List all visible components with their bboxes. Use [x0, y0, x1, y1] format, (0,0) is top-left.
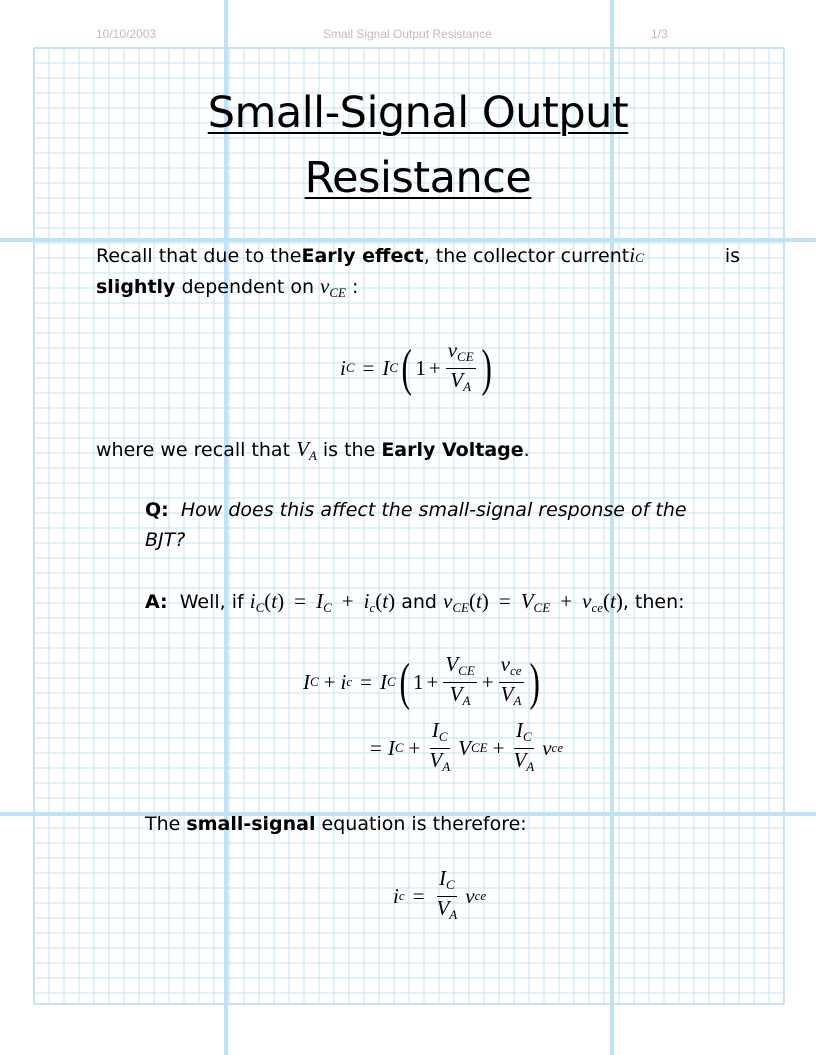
- equation-expansion-line1: I C + i c = I C ( 1 + $V_{CE}$ $V_A$ + $v_{ce}$ $V_A$ ): [303, 651, 540, 711]
- page-title-line1: Small-Signal Output: [207, 88, 629, 138]
- paragraph-early-voltage: where we recall that $V_A$ is the Early Voltage.: [96, 437, 530, 463]
- equation-expansion-line2: = I C + $\frac{I_C}{V_A}$ V CE + $\frac{I_C}{V_A}$ v ce: [370, 717, 564, 774]
- answer-label: A:: [145, 591, 168, 613]
- question: Q: How does this affect the small-signal response of the BJT?: [145, 499, 687, 551]
- header-date: 10/10/2003: [96, 27, 157, 41]
- paragraph-early-effect: Recall that due to the Early effect , the collector current i C is slightly dependent on $v_{CE}$ :: [96, 243, 740, 300]
- page-title-line2: Resistance: [304, 153, 532, 203]
- equation-small-signal: i c = $\frac{I_C}{V_A}$ v ce: [393, 865, 487, 922]
- paragraph-small-signal: The small-signal equation is therefore:: [145, 813, 527, 835]
- header-title: Small Signal Output Resistance: [323, 27, 492, 41]
- equation-collector-current: i C = I C ( 1 + $v_{CE}$ $V_A$ ): [340, 337, 492, 397]
- question-label: Q:: [145, 499, 169, 521]
- answer: A: Well, if $i_C(t) = I_C + i_c(t)$ and $v_{CE}(t) = V_{CE} + v_{ce}(t)$, then:: [145, 589, 685, 615]
- header-page: 1/3: [651, 27, 668, 41]
